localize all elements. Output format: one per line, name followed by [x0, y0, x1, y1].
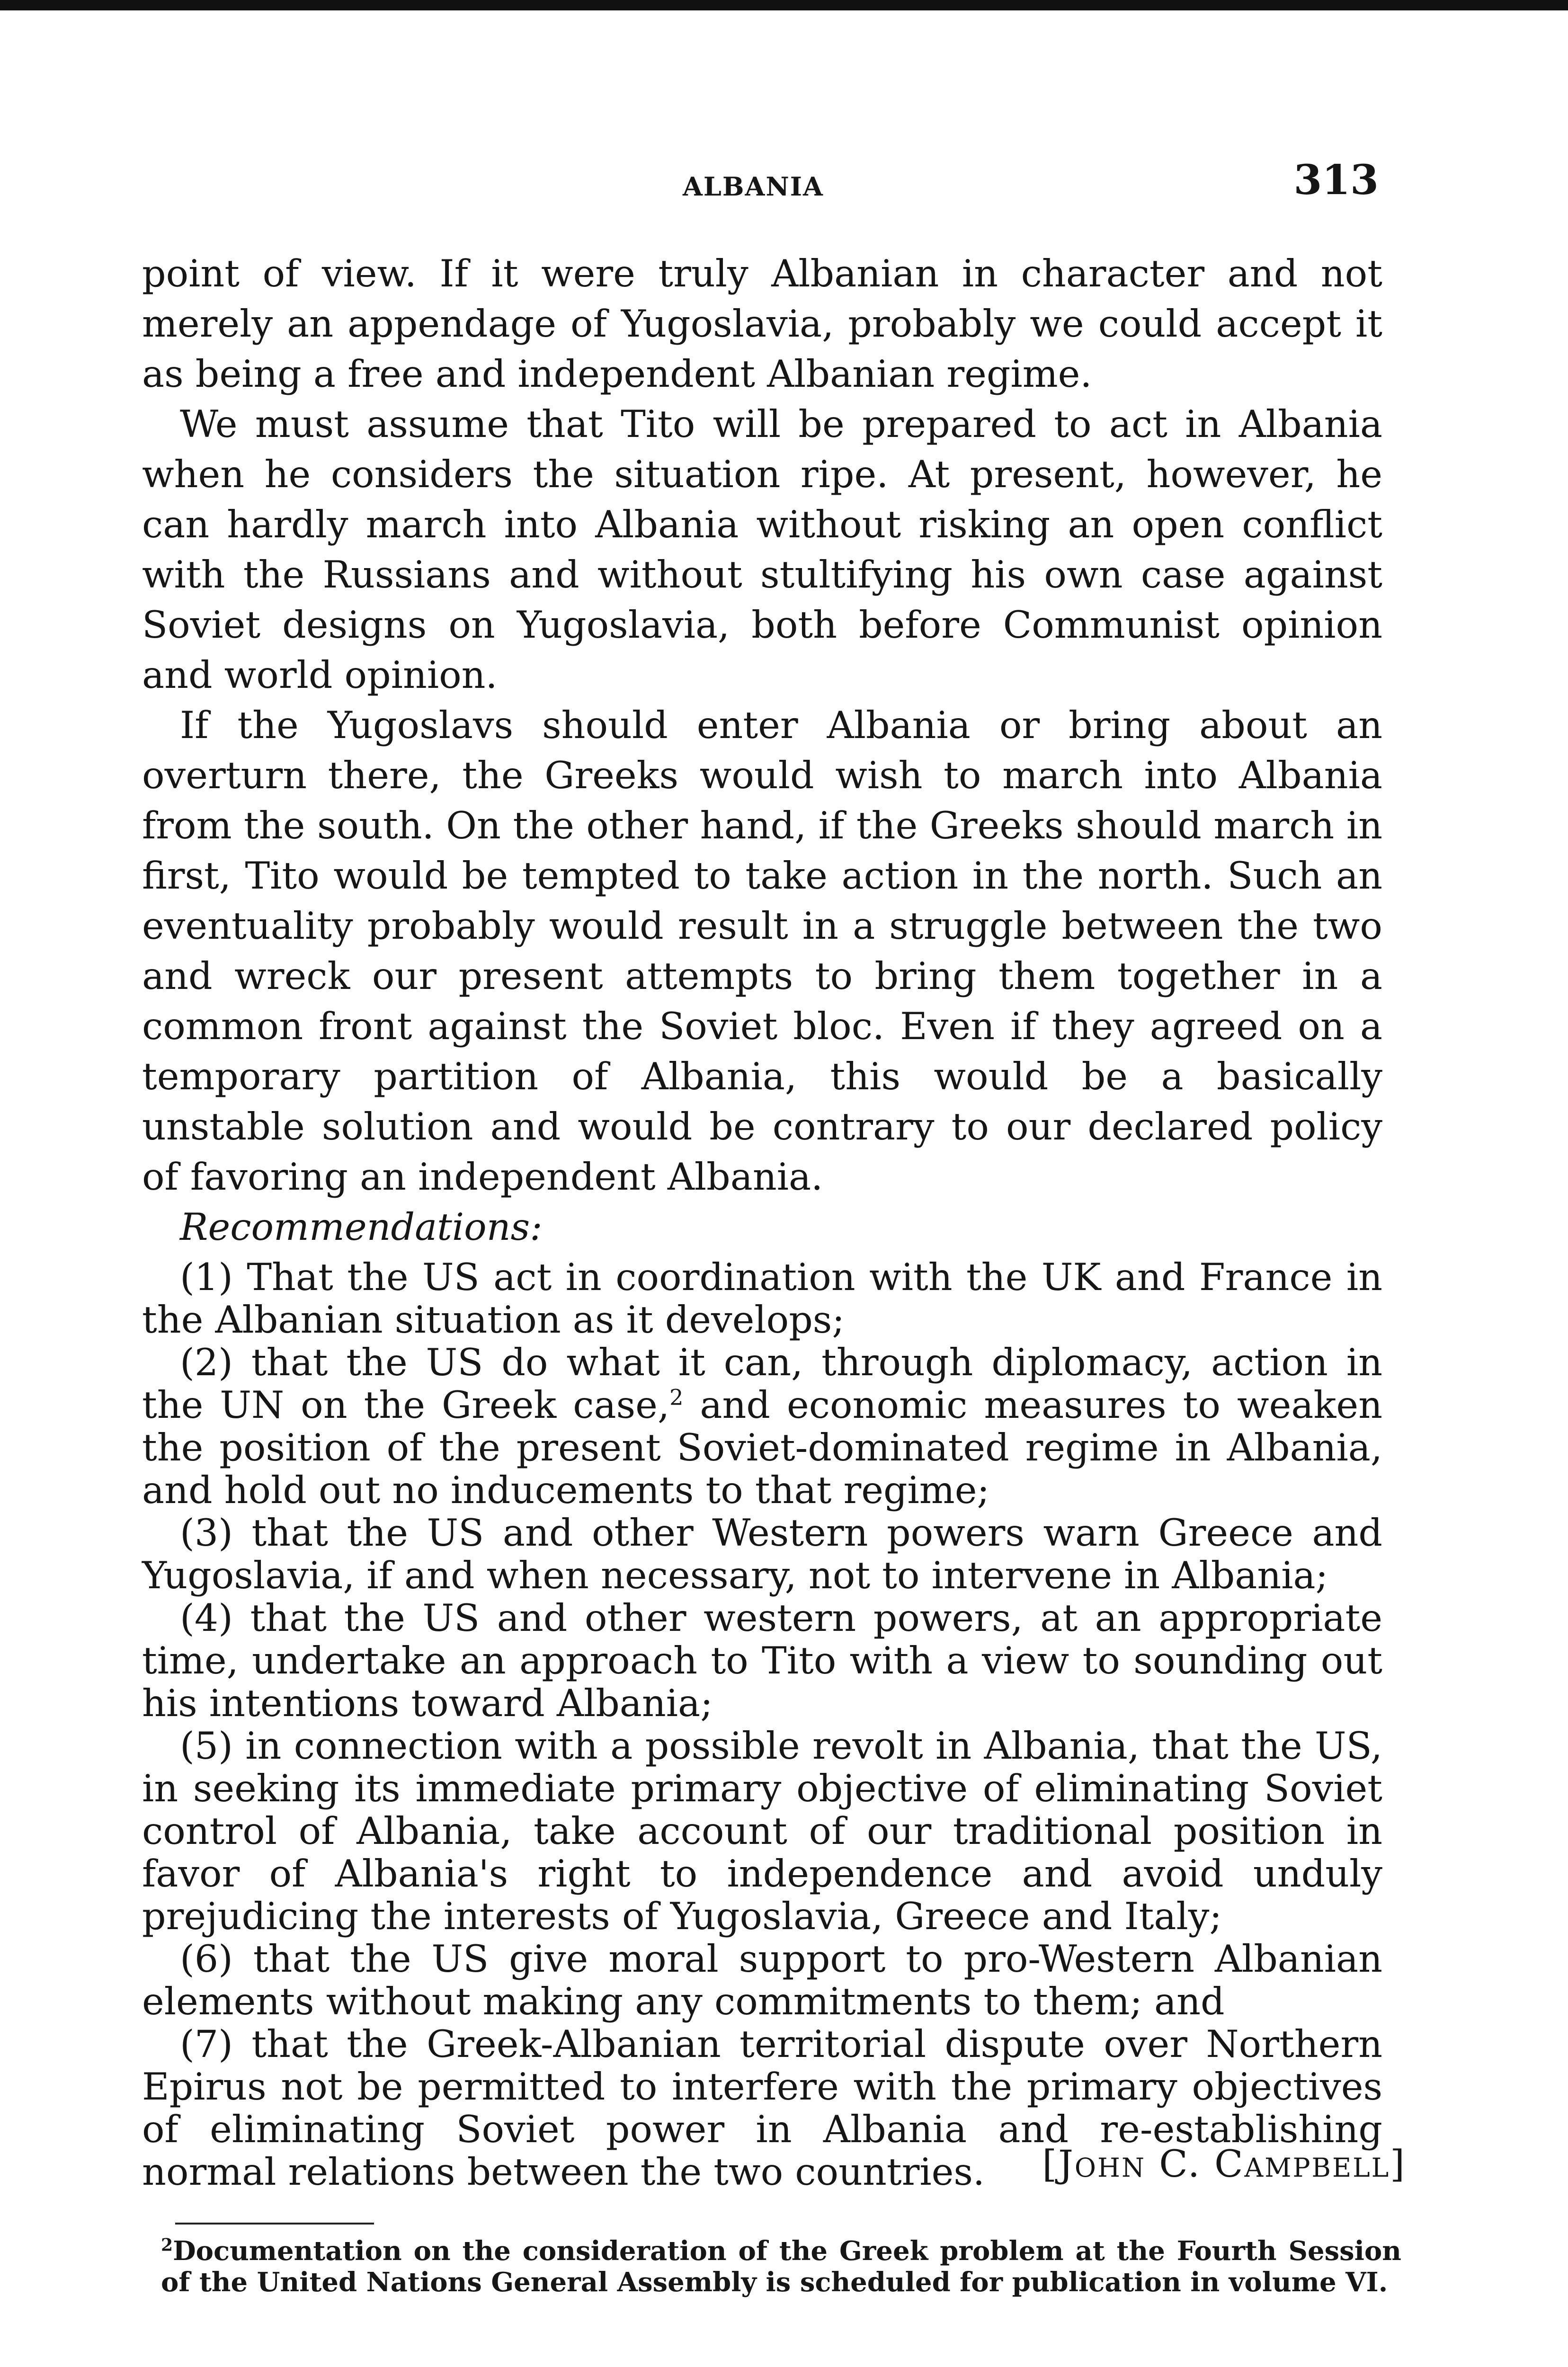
main-text [142, 249, 1382, 2193]
recommendation-3: (3) that the US and other Western powers warn Greece and Yugoslavia, if and when necessary, not to intervene in Albania; [142, 1511, 1382, 1597]
recommendations-heading: Recommendations: [180, 1205, 543, 1249]
recommendation-2-text-b: and economic measures to weaken the position of the present Soviet-dominated regime in Albania, and hold out no inducements to that regime; [142, 1383, 1382, 1512]
running-head: ALBANIA [683, 171, 824, 202]
paragraph-2: We must assume that Tito will be prepared to act in Albania when he considers the situation ripe. At present, however, he can hardly march into Albania without risking an open conflict with the Russians and without stultifying his own case against Soviet designs on Yugoslavia, both before Communist opinion and world opinion. [142, 402, 1382, 697]
page-number: 313 [1293, 156, 1379, 204]
top-page-edge [0, 0, 1568, 10]
recommendation-1: (1) That the US act in coordination with the UK and France in the Albanian situation as it develops; [142, 1255, 1382, 1342]
signature-open-bracket: [ [1042, 2142, 1059, 2186]
signature [1042, 2142, 1406, 2186]
recommendations-list [142, 1256, 1382, 2193]
paragraph-3: If the Yugoslavs should enter Albania or bring about an overturn there, the Greeks would wish to march into Albania from the south. On the other hand, if the Greeks should march in first, Tito would be tempted to take action in the north. Such an eventuality probably would result in a struggle between the two and wreck our present attempts to bring them together in a common front against the Soviet bloc. Even if they agreed on a temporary partition of Albania, this would be a basically unstable solution and would be contrary to our declared policy of favoring an independent Albania. [142, 703, 1382, 1199]
footnote-marker: 2 [161, 2235, 173, 2255]
recommendation-2 [142, 1341, 1382, 1512]
footnote [161, 2235, 1401, 2298]
footnote-divider [175, 2223, 374, 2225]
signature-name: John C. Campbell [1058, 2142, 1390, 2186]
paragraph-1: point of view. If it were truly Albanian in character and not merely an appendage of Yugoslavia, probably we could accept it as being a free and independent Albanian regime. [142, 252, 1382, 396]
signature-close-bracket: ] [1390, 2142, 1406, 2186]
recommendation-5: (5) in connection with a possible revolt in Albania, that the US, in seeking its immediate primary objective of eliminating Soviet control of Albania, take account of our traditional position in favor of Albania's right to independence and avoid unduly prejudicing the interests of Yugoslavia, Greece and Italy; [142, 1724, 1382, 1938]
recommendation-2-text-a: (2) that the US do what it can, through diplomacy, action in the UN on the Greek case, [142, 1341, 1382, 1427]
footnote-reference: 2 [669, 1384, 684, 1410]
recommendation-6: (6) that the US give moral support to pro-Western Albanian elements without making any commitments to them; and [142, 1937, 1382, 2023]
recommendation-7: (7) that the Greek-Albanian territorial dispute over Northern Epirus not be permitted to interfere with the primary objectives of eliminating Soviet power in Albania and re-establishing normal relations between the two countries. [142, 2022, 1382, 2194]
recommendation-4: (4) that the US and other western powers, at an appropriate time, undertake an approach to Tito with a view to sounding out his intentions toward Albania; [142, 1596, 1382, 1725]
footnote-text: Documentation on the consideration of the Greek problem at the Fourth Session of the United Nations General Assembly is scheduled for publication in volume VI. [161, 2235, 1401, 2298]
